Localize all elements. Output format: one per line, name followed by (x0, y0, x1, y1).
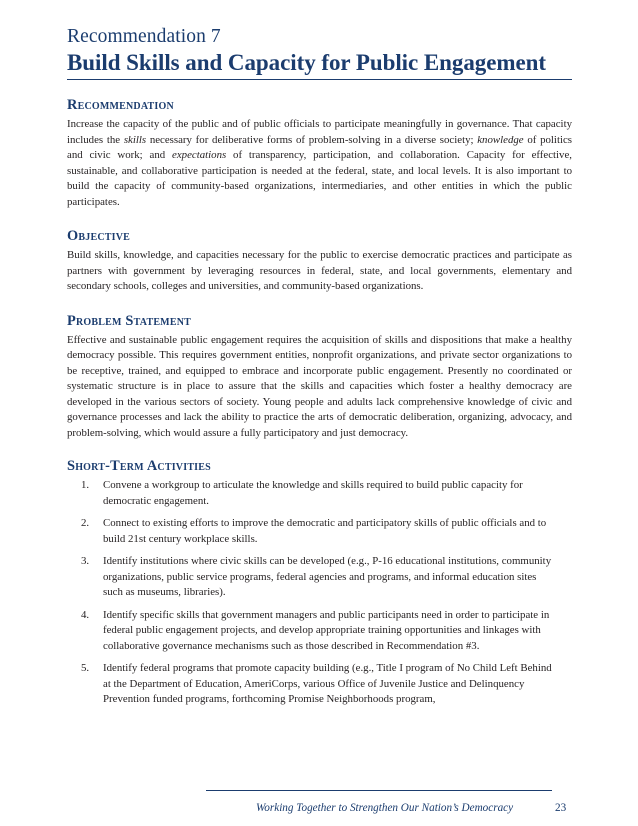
recommendation-text-3: of politics and civic work; and (67, 133, 572, 161)
short-term-activities-heading: Short-Term Activities (67, 458, 211, 474)
objective-paragraph: Build skills, knowledge, and capacities necessary for the public to exercise democratic practices and participate as partners with government by leveraging resources in federal, state, and local governments, elementary and secondary schools, colleges and universities, and community-based organizations. (67, 249, 572, 292)
list-item (67, 661, 572, 708)
recommendation-number: Recommendation 7 (67, 26, 221, 47)
recommendation-heading: Recommendation (67, 97, 174, 113)
recommendation-text-2: necessary for deliberative forms of problem-solving in a diverse society; (146, 133, 478, 146)
page-number: 23 (555, 802, 567, 814)
list-item-text: Identify institutions where civic skills can be developed (e.g., P-16 educational institutions, community organizations, public service programs, federal agencies and programs, and informal education sites such as museums, libraries). (103, 555, 552, 598)
list-item (67, 516, 572, 547)
short-term-activities-section (67, 458, 572, 708)
list-item (67, 478, 572, 509)
objective-section (67, 228, 572, 295)
activities-list (67, 478, 572, 708)
page-content (67, 26, 572, 715)
recommendation-text-1: Increase the capacity of the public and of public officials to participate meaningfully in governance. That capacity includes the (67, 118, 572, 146)
list-item-text: Convene a workgroup to articulate the knowledge and skills required to build public capacity for democratic engagement. (103, 479, 523, 507)
recommendation-em-skills: skills (123, 133, 147, 146)
recommendation-paragraph (67, 117, 572, 210)
list-item-text: Identify federal programs that promote capacity building (e.g., Title I program of No Child Left Behind at the Department of Education, AmeriCorps, various Office of Juvenile Justice and Delinquency Prevention funded programs, forthcoming Promise Neighborhoods program, (103, 662, 552, 705)
list-item (67, 554, 572, 601)
recommendation-section (67, 97, 572, 210)
list-item-text: Connect to existing efforts to improve the democratic and participatory skills of public officials and to build 21st century workplace skills. (103, 517, 547, 545)
list-item-number: 3. (81, 555, 90, 567)
recommendation-em-expectations: expectations (172, 149, 227, 161)
footer-title: Working Together to Strengthen Our Nation’s Democracy (256, 802, 514, 814)
problem-statement-paragraph: Effective and sustainable public engagement requires the acquisition of skills and dispositions that make a healthy democracy possible. This requires government entities, nonprofit organizations, and private sector organizations to be receptive, trained, and equipped to embrace and incorporate public engagement. Presently no coordinated or systematic structure is in place to assure that the skills and capacities which foster a healthy democracy are developed in the various sectors of society. Young people and adults lack comprehensive knowledge of civic and governance processes and lack the ability to practice the arts of democratic deliberation, organizing, advocacy, and problem-solving, which would assure a fully participatory and just democracy. (67, 333, 572, 439)
problem-statement-heading: Problem Statement (67, 312, 191, 329)
footer-divider (206, 790, 552, 791)
list-item (67, 608, 572, 655)
list-item-number: 4. (81, 608, 90, 621)
page-footer (206, 790, 568, 814)
list-item-number: 5. (81, 662, 90, 674)
problem-statement-section (67, 313, 572, 442)
recommendation-em-knowledge: knowledge (477, 133, 524, 146)
objective-heading: Objective (67, 228, 131, 244)
list-item-number: 2. (81, 517, 90, 529)
list-item-number: 1. (81, 479, 90, 491)
recommendation-text-4: of transparency, participation, and collaboration. Capacity for effective, sustainable, and collaborative participation is needed at the federal, state, and local levels. It is also important to build the capacity of community-based organizations, intermediaries, and other entities in which the public participates. (67, 149, 572, 208)
page-title: Build Skills and Capacity for Public Engagement (67, 50, 572, 80)
list-item-text: Identify specific skills that government managers and public participants need in order to participate in federal public engagement projects, and develop appropriate training opportunities and linkages with collaborative governance mechanisms such as those described in Recommendation #3. (103, 608, 550, 652)
